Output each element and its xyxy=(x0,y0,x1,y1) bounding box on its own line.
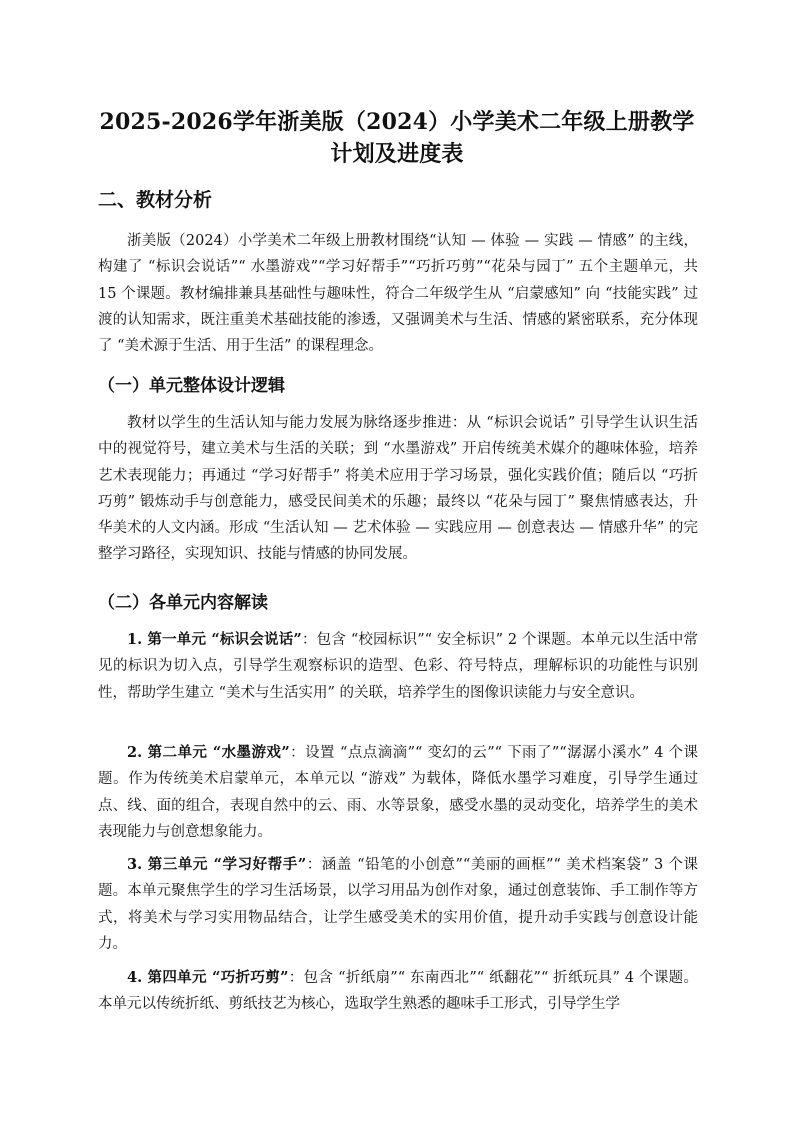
unit-4-label: 4. 第四单元 “巧折巧剪” xyxy=(127,969,289,986)
unit-logic-paragraph: 教材以学生的生活认知与能力发展为脉络逐步推进：从 “标识会说话” 引导学生认识生活中的视觉符号，建立美术与生活的关联；到 “水墨游戏” 开启传统美术媒介的趣味体验，培养艺术表现能力；再通过 “学习好帮手” 将美术应用于学习场景，强化实践价值；随后以 “巧折巧剪” 锻炼动手与创意能力，感受民间美术的乐趣；最终以 “花朵与园丁” 聚焦情感表达，升华美术的人文内涵。形成 “生活认知 — 艺术体验 — 实践应用 — 创意表达 — 情感升华” 的完整学习路径，实现知识、技能与情感的协同发展。 xyxy=(98,415,698,563)
unit-2-text: ：设置 “点点滴滴”“ 变幻的云”“ 下雨了”“潺潺小溪水” 4 个课题。作为传统美术启蒙单元，本单元以 “游戏” 为载体，降低水墨学习难度，引导学生通过点、线、面的组合，表现自然中的云、雨、水等景象，感受水墨的灵动变化，培养学生的美术表现能力与创意想象能力。 xyxy=(98,745,698,840)
unit-2-paragraph xyxy=(98,740,698,846)
unit-3-text: ：涵盖 “铅笔的小创意”“美丽的画框”“ 美术档案袋” 3 个课题。本单元聚焦学生的学习生活场景，以学习用品为创作对象，通过创意装饰、手工制作等方式，将美术与学习实用物品结合，让学生感受美术的实用价值，提升动手实践与创意设计能力。 xyxy=(98,857,698,952)
unit-1-label: 1. 第一单元 “标识会说话” xyxy=(127,631,302,648)
document-title-line2: 计划及进度表 xyxy=(330,141,464,167)
unit-1-paragraph xyxy=(98,627,698,733)
unit-4-paragraph xyxy=(98,965,698,1019)
section-heading-textbook-analysis: 二、教材分析 xyxy=(98,189,213,211)
unit-1-text: ：包含 “校园标识”“ 安全标识” 2 个课题。本单元以生活中常见的标识为切入点，引导学生观察标识的造型、色彩、符号特点，理解标识的功能性与识别性，帮助学生建立 “美术与生活实用” 的关联，培养学生的图像识读能力与安全意识。 xyxy=(98,632,698,701)
subsection-heading-unit-logic: （一）单元整体设计逻辑 xyxy=(98,376,285,396)
intro-paragraph: 浙美版（2024）小学美术二年级上册教材围绕“认知 — 体验 — 实践 — 情感” 的主线，构建了 “标识会说话”“ 水墨游戏”“学习好帮手”“巧折巧剪”“花朵与园丁” 五个主题单元，共 15 个课题。教材编排兼具基础性与趣味性，符合二年级学生从 “启蒙感知” 向 “技能实践” 过渡的认知需求，既注重美术基础技能的渗透，又强调美术与生活、情感的紧密联系，充分体现了 “美术源于生活、用于生活” 的课程理念。 xyxy=(98,233,698,355)
unit-2-label: 2. 第二单元 “水墨游戏” xyxy=(127,744,290,761)
document-title-line1: 2025-2026学年浙美版（2024）小学美术二年级上册教学 xyxy=(99,109,695,135)
unit-3-label: 3. 第三单元 “学习好帮手” xyxy=(127,856,307,873)
unit-3-paragraph xyxy=(98,852,698,958)
subsection-heading-unit-content: （二）各单元内容解读 xyxy=(98,593,268,613)
unit-4-text: ：包含 “折纸扇”“ 东南西北”“ 纸翻花”“ 折纸玩具” 4 个课题。本单元以传统折纸、剪纸技艺为核心，选取学生熟悉的趣味手工形式，引导学生学 xyxy=(98,970,698,1013)
